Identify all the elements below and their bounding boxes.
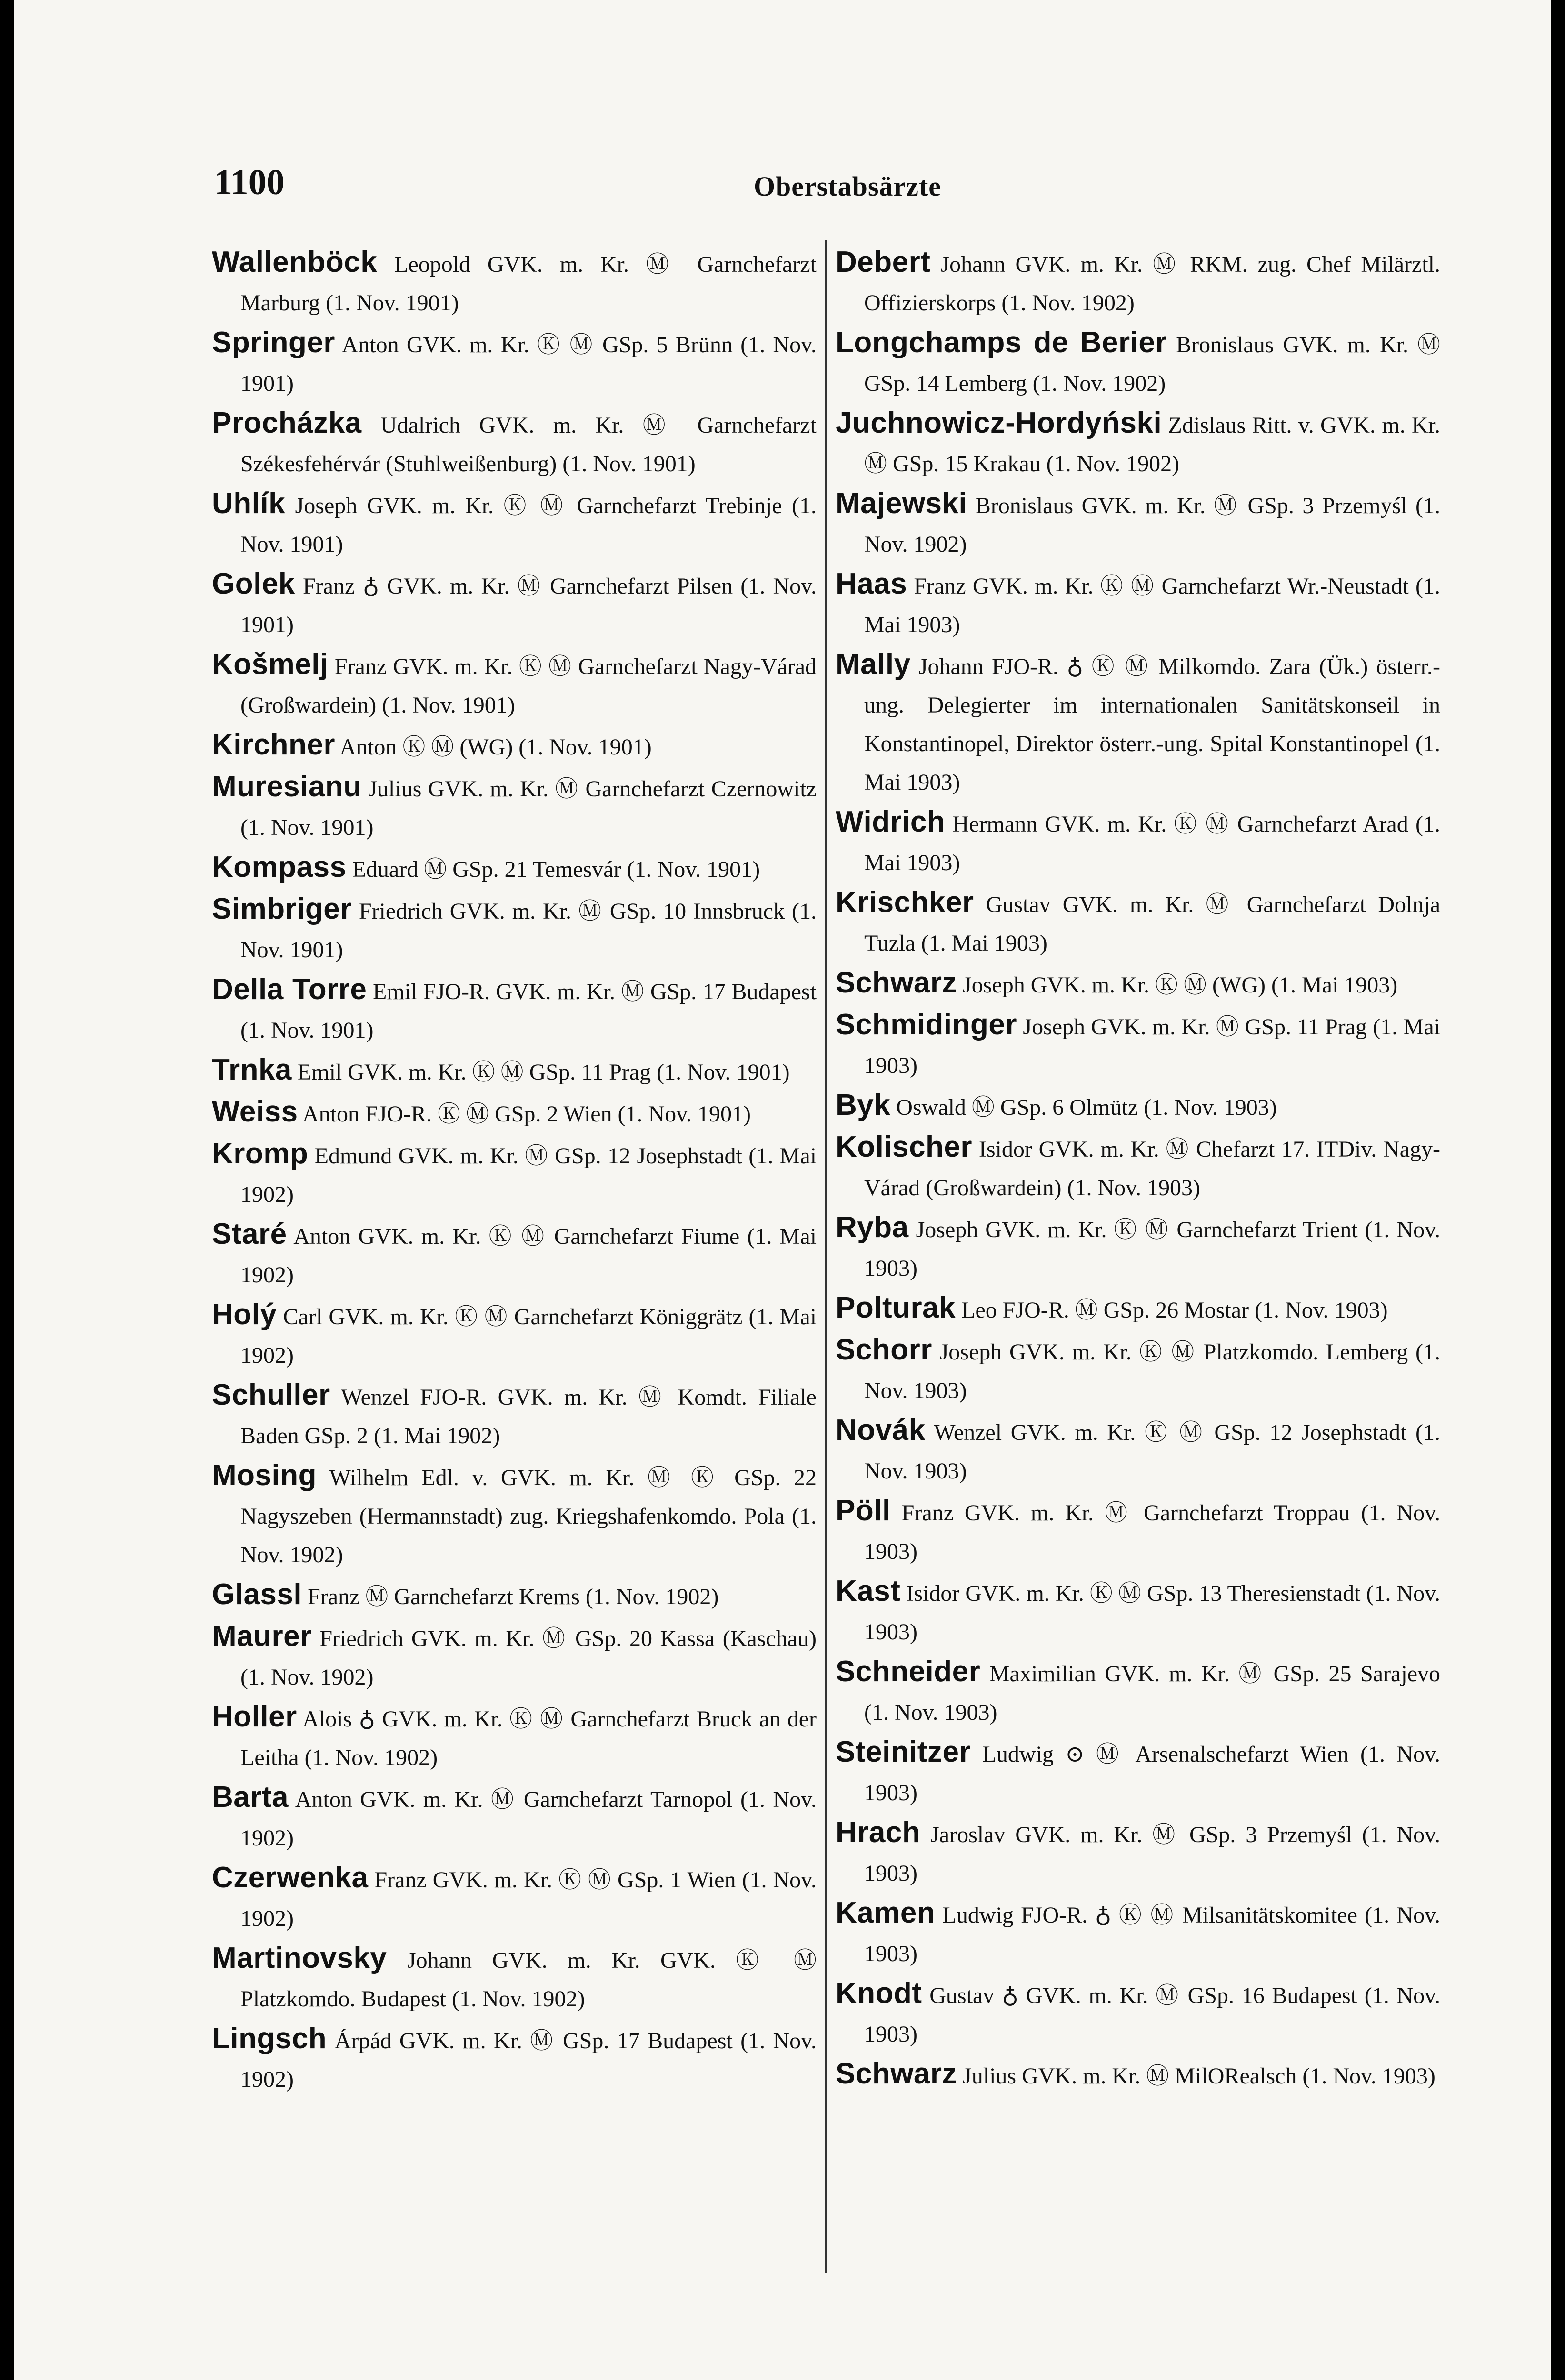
entry-name: Debert bbox=[836, 246, 931, 278]
entry-name: Juchnowicz-Hordyński bbox=[836, 407, 1162, 439]
register-entry bbox=[836, 484, 1440, 564]
entry-name: Czerwenka bbox=[212, 1861, 369, 1894]
entry-details: Franz GVK. m. Kr. Ⓚ Ⓜ GSp. 1 Wien (1. Nov. 1902) bbox=[240, 1867, 817, 1931]
column-divider bbox=[825, 240, 827, 2273]
entry-name: Polturak bbox=[836, 1291, 956, 1324]
entry-name: Mosing bbox=[212, 1459, 317, 1492]
entry-name: Golek bbox=[212, 567, 295, 600]
entry-name: Ryba bbox=[836, 1211, 909, 1244]
register-entry bbox=[836, 243, 1440, 322]
register-entry bbox=[212, 848, 817, 889]
entry-details: Eduard Ⓜ GSp. 21 Temesvár (1. Nov. 1901) bbox=[352, 857, 760, 882]
entry-name: Springer bbox=[212, 326, 335, 359]
register-entry bbox=[836, 1491, 1440, 1571]
entry-details: Anton GVK. m. Kr. Ⓚ Ⓜ Garnchefarzt Fiume (1. Mai 1902) bbox=[240, 1224, 817, 1288]
entry-details: Emil FJO-R. GVK. m. Kr. Ⓜ GSp. 17 Budapest (1. Nov. 1901) bbox=[240, 979, 817, 1043]
register-entry bbox=[836, 323, 1440, 403]
register-entry bbox=[212, 243, 817, 322]
entry-name: Martinovsky bbox=[212, 1942, 387, 1974]
entry-name: Weiss bbox=[212, 1095, 298, 1128]
register-entry bbox=[212, 565, 817, 644]
register-entry bbox=[836, 1330, 1440, 1410]
register-entry bbox=[212, 2019, 817, 2099]
register-entry bbox=[212, 1215, 817, 1294]
register-entry bbox=[836, 1289, 1440, 1329]
register-entry bbox=[212, 404, 817, 483]
entry-name: Košmelj bbox=[212, 648, 329, 681]
register-entry bbox=[836, 1813, 1440, 1893]
entry-name: Kirchner bbox=[212, 728, 335, 761]
entry-details: Bronislaus GVK. m. Kr. Ⓜ GSp. 14 Lemberg (1. Nov. 1902) bbox=[864, 332, 1441, 396]
entry-details: Leopold GVK. m. Kr. Ⓜ Garnchefarzt Marburg (1. Nov. 1901) bbox=[240, 252, 817, 316]
entry-details: Jaroslav GVK. m. Kr. Ⓜ GSp. 3 Przemyśl (1. Nov. 1903) bbox=[864, 1822, 1440, 1886]
register-entry bbox=[836, 1128, 1440, 1207]
entry-name: Kast bbox=[836, 1575, 901, 1607]
running-head: Oberstabsärzte bbox=[753, 171, 942, 202]
register-entry bbox=[212, 1051, 817, 1091]
entry-name: Schorr bbox=[836, 1333, 932, 1366]
register-entry bbox=[836, 1733, 1440, 1812]
entry-details: Gustav GVK. m. Kr. Ⓜ Garnchefarzt Dolnja Tuzla (1. Mai 1903) bbox=[864, 892, 1440, 956]
entry-details: Oswald Ⓜ GSp. 6 Olmütz (1. Nov. 1903) bbox=[896, 1095, 1277, 1120]
register-entry bbox=[836, 1894, 1440, 1973]
entry-details: Isidor GVK. m. Kr. Ⓜ Chefarzt 17. ITDiv. Nagy-Várad (Großwardein) (1. Nov. 1903) bbox=[864, 1137, 1440, 1200]
entry-name: Mally bbox=[836, 648, 911, 681]
entry-details: Franz ♁ GVK. m. Kr. Ⓜ Garnchefarzt Pilsen (1. Nov. 1901) bbox=[240, 574, 817, 637]
entry-details: Gustav ♁ GVK. m. Kr. Ⓜ GSp. 16 Budapest (1. Nov. 1903) bbox=[864, 1983, 1441, 2047]
register-entry bbox=[212, 970, 817, 1050]
entry-name: Lingsch bbox=[212, 2022, 327, 2055]
entry-name: Wallenböck bbox=[212, 246, 378, 278]
register-entry bbox=[212, 1697, 817, 1777]
entry-details: Johann FJO-R. ♁ Ⓚ Ⓜ Milkomdo. Zara (Ük.) österr.-ung. Delegierter im internationalen Sanitätskonseil in Konstantinopel, Direktor österr.-ung. Spital Konstantinopel (1. Mai 1903) bbox=[864, 654, 1440, 795]
entry-details: Anton FJO-R. Ⓚ Ⓜ GSp. 2 Wien (1. Nov. 1901) bbox=[302, 1101, 751, 1127]
entry-name: Novák bbox=[836, 1414, 926, 1447]
register-entry bbox=[836, 1572, 1440, 1651]
entry-name: Holý bbox=[212, 1298, 277, 1331]
entry-name: Della Torre bbox=[212, 973, 367, 1006]
entry-details: Udalrich GVK. m. Kr. Ⓜ Garnchefarzt Székesfehérvár (Stuhlweißenburg) (1. Nov. 1901) bbox=[240, 413, 817, 476]
entry-name: Majewski bbox=[836, 487, 967, 520]
entry-details: Emil GVK. m. Kr. Ⓚ Ⓜ GSp. 11 Prag (1. Nov. 1901) bbox=[297, 1060, 790, 1085]
page-number: 1100 bbox=[214, 162, 285, 202]
register-entry bbox=[836, 1411, 1440, 1490]
register-entry bbox=[836, 565, 1440, 644]
entry-name: Kromp bbox=[212, 1137, 309, 1170]
entry-details: Ludwig ⊙ Ⓜ Arsenalschefarzt Wien (1. Nov. 1903) bbox=[864, 1742, 1440, 1805]
entry-name: Kompass bbox=[212, 851, 347, 883]
entry-details: Joseph GVK. m. Kr. Ⓚ Ⓜ (WG) (1. Mai 1903) bbox=[963, 972, 1398, 998]
entry-name: Kolischer bbox=[836, 1130, 973, 1163]
register-entry bbox=[212, 1134, 817, 1214]
entry-details: Johann GVK. m. Kr. Ⓜ RKM. zug. Chef Milärztl. Offizierskorps (1. Nov. 1902) bbox=[864, 252, 1441, 316]
register-entry bbox=[212, 1092, 817, 1133]
entry-name: Pöll bbox=[836, 1494, 891, 1527]
register-entry bbox=[836, 1974, 1440, 2053]
entry-name: Hrach bbox=[836, 1816, 921, 1849]
entry-details: Franz GVK. m. Kr. Ⓚ Ⓜ Garnchefarzt Wr.-Neustadt (1. Mai 1903) bbox=[864, 574, 1440, 637]
entry-details: Joseph GVK. m. Kr. Ⓜ GSp. 11 Prag (1. Mai 1903) bbox=[864, 1014, 1440, 1078]
register-entry bbox=[212, 1456, 817, 1574]
entry-details: Julius GVK. m. Kr. Ⓜ Garnchefarzt Czernowitz (1. Nov. 1901) bbox=[240, 776, 817, 840]
register-entry bbox=[836, 645, 1440, 802]
register-entry bbox=[212, 1858, 817, 1938]
entry-details: Joseph GVK. m. Kr. Ⓚ Ⓜ Garnchefarzt Trient (1. Nov. 1903) bbox=[864, 1217, 1441, 1281]
register-entry bbox=[212, 1376, 817, 1455]
entry-details: Julius GVK. m. Kr. Ⓜ MilORealsch (1. Nov. 1903) bbox=[963, 2063, 1435, 2089]
entry-name: Maurer bbox=[212, 1620, 312, 1653]
page bbox=[14, 0, 1551, 2380]
register-entry bbox=[212, 767, 817, 847]
right-column bbox=[836, 243, 1440, 2096]
register-entry bbox=[212, 890, 817, 969]
register-entry bbox=[212, 323, 817, 403]
entry-name: Haas bbox=[836, 567, 907, 600]
entry-name: Longchamps de Berier bbox=[836, 326, 1167, 359]
entry-details: Johann GVK. m. Kr. GVK. Ⓚ Ⓜ Platzkomdo. Budapest (1. Nov. 1902) bbox=[240, 1948, 817, 2012]
entry-name: Byk bbox=[836, 1089, 891, 1121]
entry-name: Schneider bbox=[836, 1655, 981, 1688]
entry-details: Franz GVK. m. Kr. Ⓜ Garnchefarzt Troppau (1. Nov. 1903) bbox=[864, 1500, 1440, 1564]
register-entry bbox=[212, 1575, 817, 1616]
entry-details: Zdislaus Ritt. v. GVK. m. Kr. Ⓜ GSp. 15 Krakau (1. Nov. 1902) bbox=[864, 413, 1441, 476]
register-entry bbox=[212, 645, 817, 724]
entry-name: Knodt bbox=[836, 1977, 922, 2010]
entry-details: Friedrich GVK. m. Kr. Ⓜ GSp. 10 Innsbruck (1. Nov. 1901) bbox=[240, 899, 817, 962]
entry-details: Anton Ⓚ Ⓜ (WG) (1. Nov. 1901) bbox=[339, 734, 652, 760]
entry-name: Schwarz bbox=[836, 2057, 957, 2090]
entry-name: Widrich bbox=[836, 805, 946, 838]
entry-name: Holler bbox=[212, 1700, 297, 1733]
entry-name: Schuller bbox=[212, 1378, 330, 1411]
left-column bbox=[212, 243, 817, 2100]
register-entry bbox=[836, 1005, 1440, 1085]
entry-details: Alois ♁ GVK. m. Kr. Ⓚ Ⓜ Garnchefarzt Bruck an der Leitha (1. Nov. 1902) bbox=[240, 1706, 817, 1770]
register-entry bbox=[212, 484, 817, 564]
entry-name: Kamen bbox=[836, 1896, 936, 1929]
entry-name: Barta bbox=[212, 1781, 289, 1814]
register-entry bbox=[212, 1617, 817, 1696]
entry-details: Joseph GVK. m. Kr. Ⓚ Ⓜ Garnchefarzt Trebinje (1. Nov. 1901) bbox=[240, 493, 817, 557]
register-entry bbox=[212, 1778, 817, 1857]
entry-name: Schwarz bbox=[836, 966, 957, 999]
entry-details: Wenzel GVK. m. Kr. Ⓚ Ⓜ GSp. 12 Josephstadt (1. Nov. 1903) bbox=[864, 1420, 1440, 1484]
entry-name: Trnka bbox=[212, 1053, 292, 1086]
entry-details: Franz GVK. m. Kr. Ⓚ Ⓜ Garnchefarzt Nagy-Várad (Großwardein) (1. Nov. 1901) bbox=[240, 654, 817, 718]
entry-name: Procházka bbox=[212, 407, 362, 439]
entry-name: Uhlík bbox=[212, 487, 286, 520]
entry-details: Friedrich GVK. m. Kr. Ⓜ GSp. 20 Kassa (Kaschau) (1. Nov. 1902) bbox=[240, 1626, 817, 1690]
entry-details: Anton GVK. m. Kr. Ⓚ Ⓜ GSp. 5 Brünn (1. Nov. 1901) bbox=[240, 332, 817, 396]
entry-details: Leo FJO-R. Ⓜ GSp. 26 Mostar (1. Nov. 1903) bbox=[961, 1298, 1388, 1323]
register-entry bbox=[212, 725, 817, 766]
entry-details: Edmund GVK. m. Kr. Ⓜ GSp. 12 Josephstadt (1. Mai 1902) bbox=[240, 1143, 817, 1207]
entry-name: Glassl bbox=[212, 1578, 302, 1611]
entry-details: Carl GVK. m. Kr. Ⓚ Ⓜ Garnchefarzt Königgrätz (1. Mai 1902) bbox=[240, 1304, 817, 1368]
register-entry bbox=[836, 803, 1440, 882]
register-entry bbox=[836, 1086, 1440, 1127]
entry-details: Árpád GVK. m. Kr. Ⓜ GSp. 17 Budapest (1. Nov. 1902) bbox=[240, 2028, 817, 2092]
register-entry bbox=[836, 404, 1440, 483]
entry-details: Franz Ⓜ Garnchefarzt Krems (1. Nov. 1902) bbox=[308, 1584, 719, 1609]
register-entry bbox=[212, 1939, 817, 2018]
entry-name: Steinitzer bbox=[836, 1735, 971, 1768]
register-entry bbox=[836, 1208, 1440, 1288]
entry-name: Krischker bbox=[836, 886, 974, 919]
page-header bbox=[214, 162, 1481, 219]
entry-name: Staré bbox=[212, 1218, 287, 1250]
entry-details: Wilhelm Edl. v. GVK. m. Kr. Ⓜ Ⓚ GSp. 22 Nagyszeben (Hermannstadt) zug. Kriegshafenkomdo. Pola (1. Nov. 1902) bbox=[240, 1465, 817, 1567]
entry-name: Muresianu bbox=[212, 770, 362, 803]
entry-details: Wenzel FJO-R. GVK. m. Kr. Ⓜ Komdt. Filiale Baden GSp. 2 (1. Mai 1902) bbox=[240, 1385, 817, 1448]
entry-details: Bronislaus GVK. m. Kr. Ⓜ GSp. 3 Przemyśl (1. Nov. 1902) bbox=[864, 493, 1440, 557]
register-entry bbox=[836, 963, 1440, 1004]
register-entry bbox=[212, 1295, 817, 1375]
entry-details: Hermann GVK. m. Kr. Ⓚ Ⓜ Garnchefarzt Arad (1. Mai 1903) bbox=[864, 812, 1440, 875]
entry-details: Maximilian GVK. m. Kr. Ⓜ GSp. 25 Sarajevo (1. Nov. 1903) bbox=[864, 1661, 1441, 1725]
entry-details: Ludwig FJO-R. ♁ Ⓚ Ⓜ Milsanitätskomitee (1. Nov. 1903) bbox=[864, 1903, 1440, 1966]
entry-details: Joseph GVK. m. Kr. Ⓚ Ⓜ Platzkomdo. Lemberg (1. Nov. 1903) bbox=[864, 1339, 1440, 1403]
register-entry bbox=[836, 2054, 1440, 2095]
entry-name: Schmidinger bbox=[836, 1008, 1017, 1041]
register-entry bbox=[836, 1652, 1440, 1732]
entry-details: Isidor GVK. m. Kr. Ⓚ Ⓜ GSp. 13 Theresienstadt (1. Nov. 1903) bbox=[864, 1581, 1440, 1645]
register-entry bbox=[836, 883, 1440, 962]
entry-details: Anton GVK. m. Kr. Ⓜ Garnchefarzt Tarnopol (1. Nov. 1902) bbox=[240, 1787, 817, 1851]
entry-name: Simbriger bbox=[212, 892, 352, 925]
